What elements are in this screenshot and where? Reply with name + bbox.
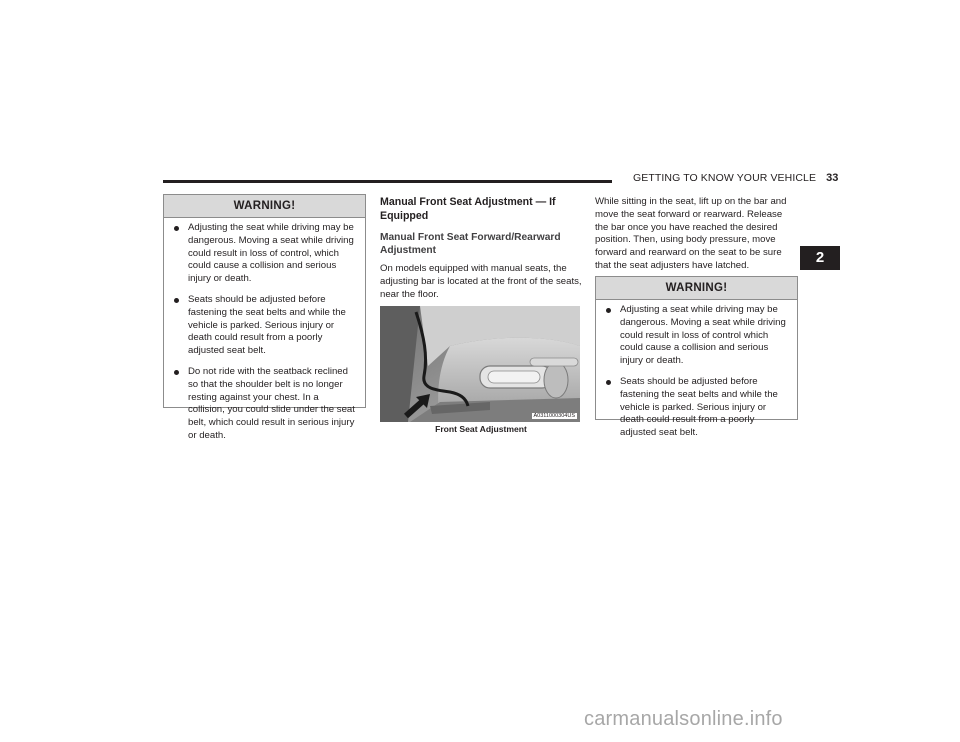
bullet-icon: [606, 380, 611, 385]
subsection-heading: Manual Front Seat Forward/Rearward Adjustment: [380, 232, 561, 256]
warning-title: WARNING!: [596, 277, 797, 300]
body-paragraph: While sitting in the seat, lift up on the bar and move the seat forward or rearward. Release the bar once you have reached the desired position. Then, using body pressure, move forward and rearward on the seat to be sure that the seat adjusters have latched.: [595, 196, 787, 271]
warning-box-right: [595, 276, 798, 439]
section-heading: Manual Front Seat Adjustment — If Equipped: [380, 196, 556, 222]
bullet-icon: [174, 370, 179, 375]
seat-adjustment-figure: [380, 306, 580, 422]
section-title: GETTING TO KNOW YOUR VEHICLE: [633, 172, 817, 184]
middle-column: [380, 196, 582, 301]
bullet-icon: [606, 308, 611, 313]
figure-code: A0311000304US: [533, 413, 575, 419]
warning-item: Seats should be adjusted before fastening the seat belts and while the vehicle is parked. Serious injury or death could result from a poorly adjusted seat belt.: [606, 376, 789, 440]
warning-item: Adjusting the seat while driving may be dangerous. Moving a seat while driving could result in loss of control, which could cause a collision and serious injury or death.: [174, 222, 357, 286]
bullet-icon: [174, 226, 179, 231]
figure-caption: Front Seat Adjustment: [435, 424, 527, 434]
watermark-link[interactable]: carmanualsonline.info: [584, 708, 783, 730]
body-paragraph: On models equipped with manual seats, the adjusting bar is located at the front of the seats, near the floor.: [380, 263, 582, 300]
warning-list: [596, 300, 797, 440]
chapter-tab: 2: [800, 246, 840, 270]
warning-box-left: [163, 194, 366, 441]
page-number: 33: [826, 172, 839, 184]
running-header: [633, 172, 839, 184]
warning-item: Adjusting a seat while driving may be dangerous. Moving a seat while driving could result in loss of control which could cause a collision and serious injury or death.: [606, 304, 789, 368]
warning-item: Do not ride with the seatback reclined so that the shoulder belt is no longer resting against your chest. In a collision, you could slide under the seat belt, which could result in serious injury or death.: [174, 366, 357, 443]
warning-list: [164, 218, 365, 443]
warning-item: Seats should be adjusted before fastening the seat belts and while the vehicle is parked. Serious injury or death could result from a poorly adjusted seat belt.: [174, 294, 357, 358]
warning-title: WARNING!: [164, 195, 365, 218]
bullet-icon: [174, 298, 179, 303]
right-column: [595, 196, 797, 273]
seat-illustration: [380, 306, 580, 422]
header-rule: [163, 180, 612, 183]
